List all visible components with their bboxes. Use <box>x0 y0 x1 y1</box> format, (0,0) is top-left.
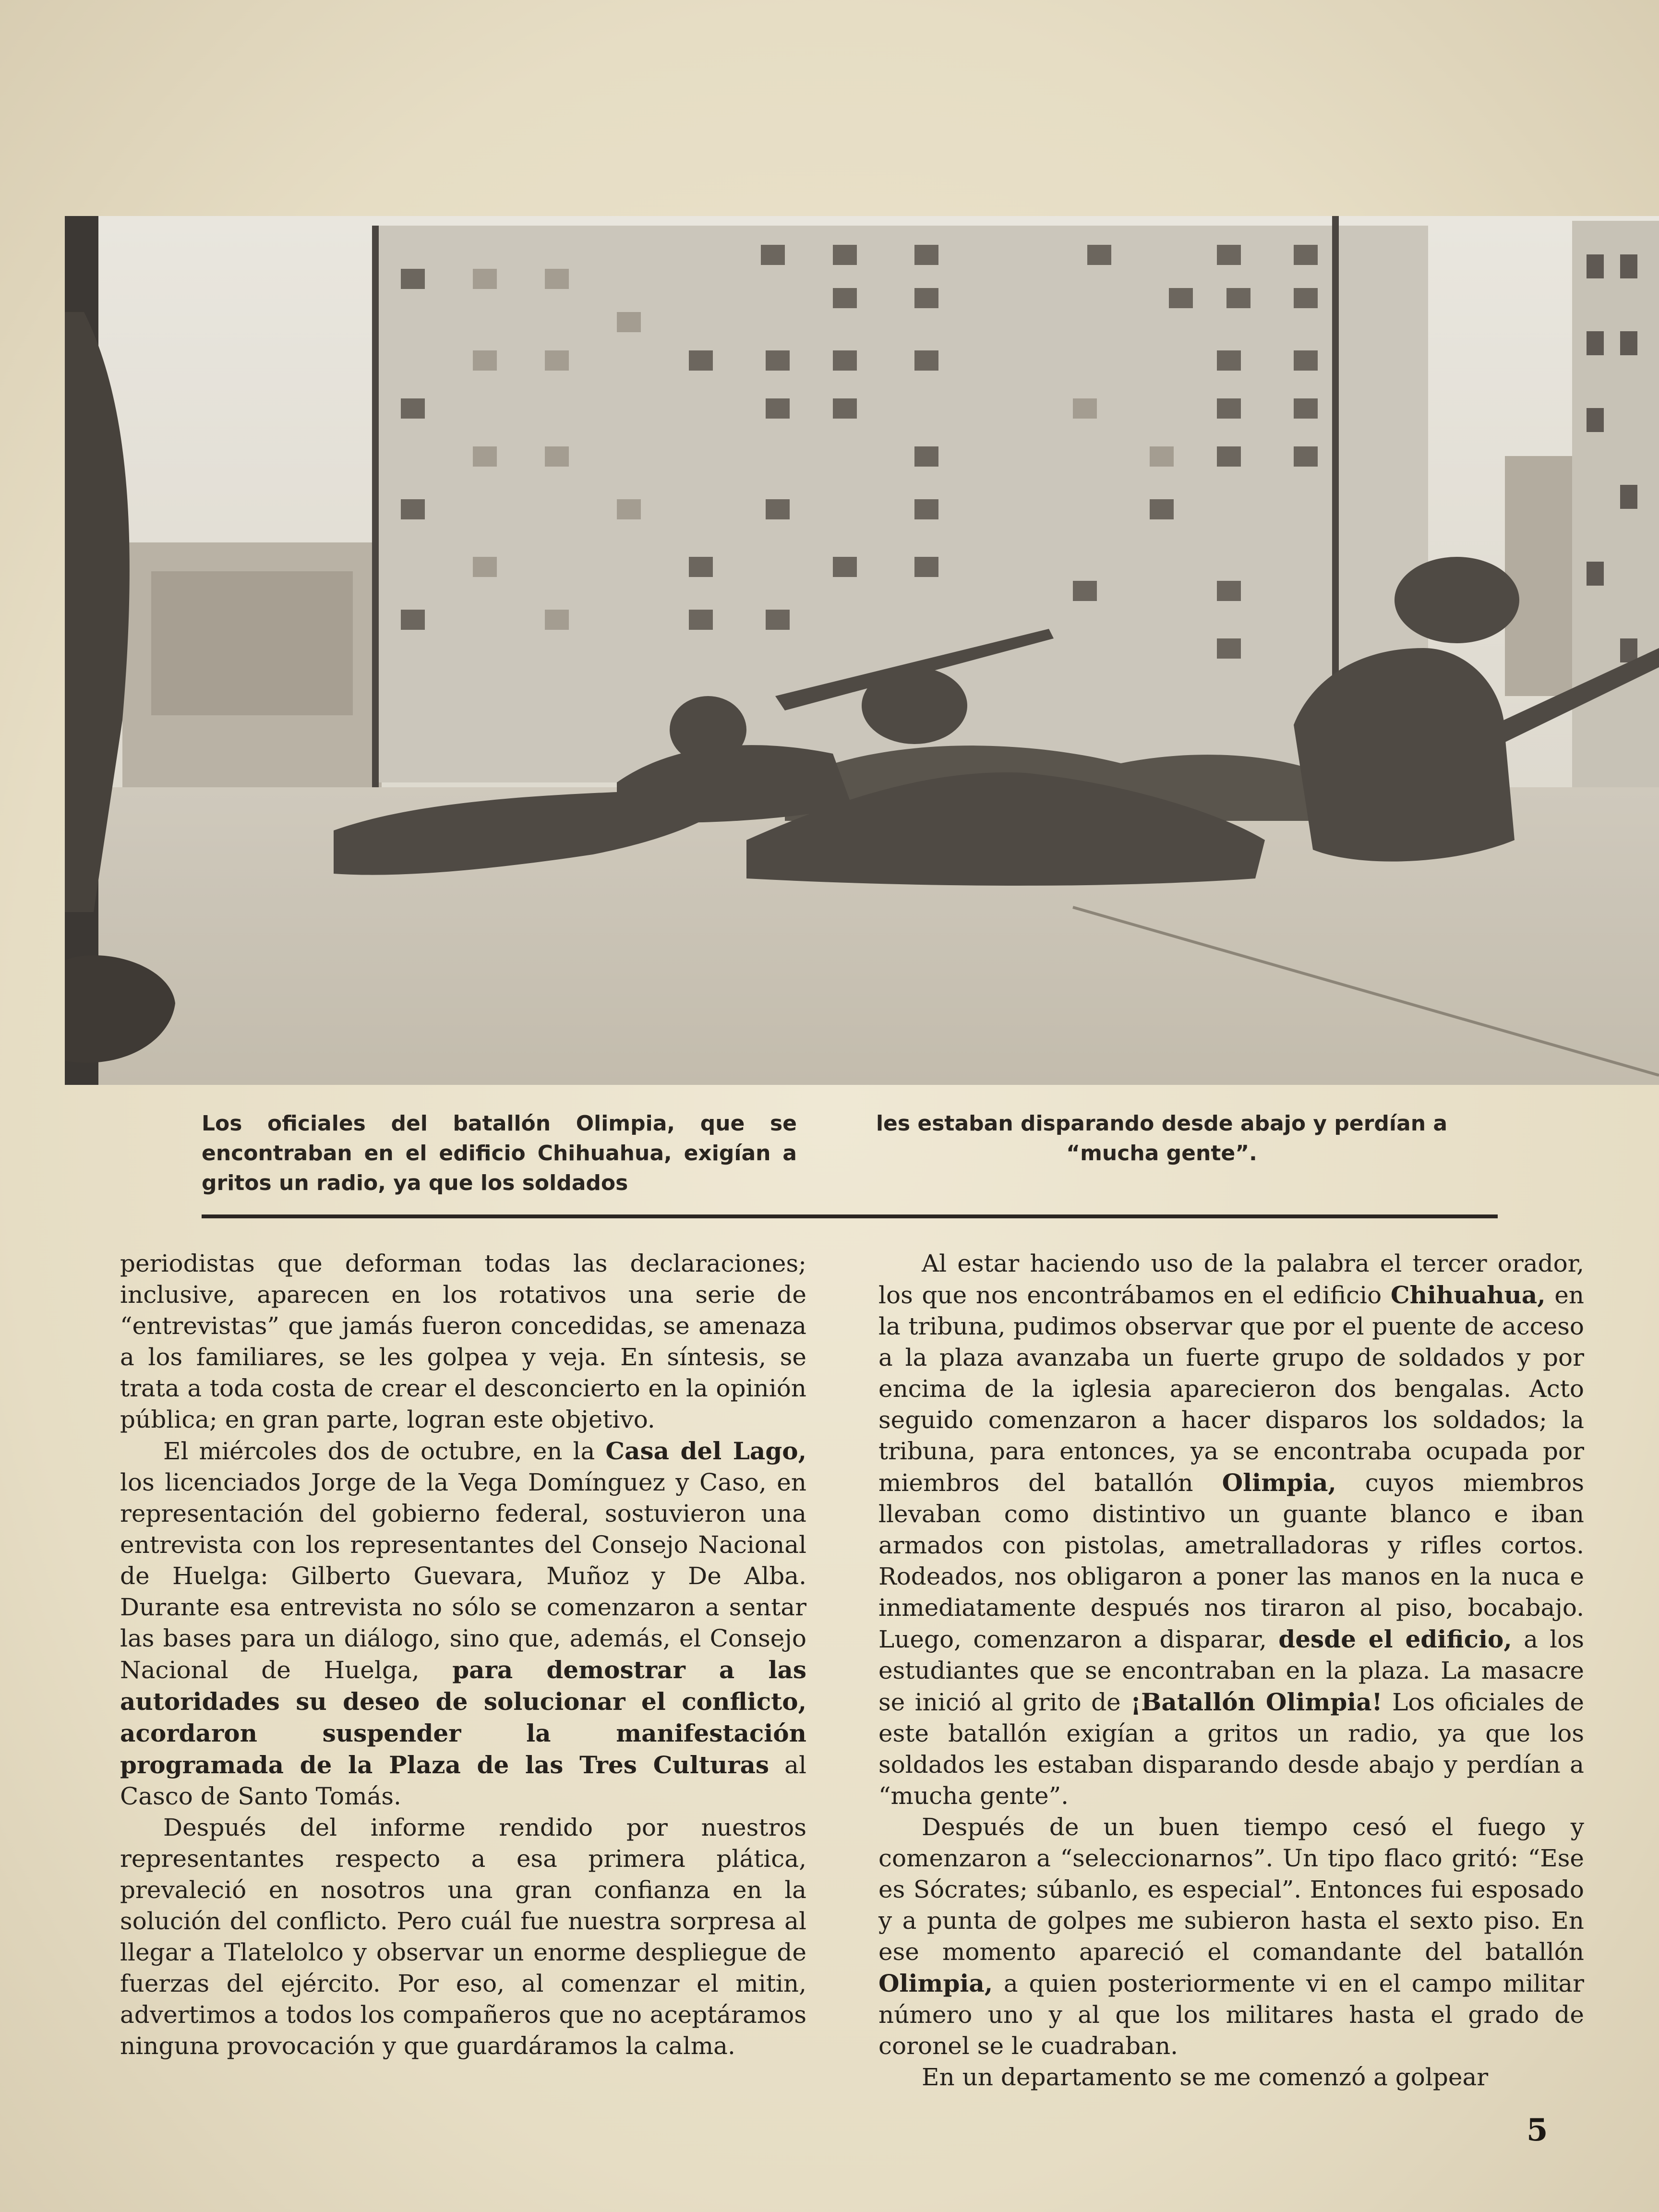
paragraph: En un departamento se me comenzó a golpear <box>922 2063 1489 2091</box>
photo-caption-right: les estaban disparando desde abajo y perdían a “mucha gente”. <box>876 1111 1448 1166</box>
horizontal-rule <box>202 1214 1498 1218</box>
paragraph: Después de un buen tiempo cesó el fuego y comenzaron a “seleccionarnos”. Un tipo flaco gritó: “Ese es Sócrates; súbanlo, es especial”. Entonces fui esposado y a punta de golpes me subieron hasta el sexto piso. En ese momento apareció el comandante del batallón Olimpia, a quien posteriormente vi en el campo militar número uno y al que los militares hasta el grado de coronel se le cuadraban. <box>878 1813 1584 2060</box>
paragraph: El miércoles dos de octubre, en la Casa del Lago, los licenciados Jorge de la Vega Domínguez y Caso, en representación del gobierno federal, sostuvieron una entrevista con los representantes del Consejo Nacional de Huelga: Gilberto Guevara, Muñoz y De Alba. Durante esa entrevista no sólo se comenzaron a sentar las bases para un diálogo, sino que, además, el Consejo Nacional de Huelga, para demostrar a las autoridades su deseo de solucionar el conflicto, acordaron suspender la manifestación programada de la Plaza de las Tres Culturas al Casco de Santo Tomás. <box>120 1437 806 1810</box>
paragraph: Al estar haciendo uso de la palabra el tercer orador, los que nos encontrábamos en el edificio Chihuahua, en la tribuna, pudimos observar que por el puente de acceso a la plaza avanzaba un fuerte grupo de soldados y por encima de la iglesia aparecieron dos bengalas. Acto seguido comenzaron a hacer disparos los soldados; la tribuna, para entonces, ya se encontraba ocupada por miembros del batallón Olimpia, cuyos miembros llevaban como distintivo un guante blanco e iban armados con pistolas, ametralladoras y rifles cortos. Rodeados, nos obligaron a poner las manos en la nuca e inmediatamente después nos tiraron al piso, bocabajo. Luego, comenzaron a disparar, desde el edificio, a los estudiantes que se encontraban en la plaza. La masacre se inició al grito de ¡Batallón Olimpia! Los oficiales de este batallón exigían a gritos un radio, ya que los soldados les estaban disparando desde abajo y perdían a “mucha gente”. <box>878 1250 1584 1810</box>
paragraph: periodistas que deforman todas las declaraciones; inclusive, aparecen en los rotativos una serie de “entrevistas” que jamás fueron concedidas, se amenaza a los familiares, se les golpea y veja. En síntesis, se trata a toda costa de crear el desconcierto en la opinión pública; en gran parte, logran este objetivo. <box>120 1250 806 1433</box>
text-column-right <box>878 1248 1584 2093</box>
text-column-left <box>120 1248 806 2062</box>
photo-caption-left: Los oficiales del batallón Olimpia, que se encontraban en el edificio Chihuahua, exigían a gritos un radio, ya que los soldados <box>202 1111 797 1195</box>
page-number: 5 <box>1527 2112 1548 2148</box>
paragraph: Después del informe rendido por nuestros representantes respecto a esa primera plática, prevaleció en nosotros una gran confianza en la solución del conflicto. Pero cuál fue nuestra sorpresa al llegar a Tlatelolco y observar un enorme despliegue de fuerzas del ejército. Por eso, al comenzar el mitin, advertimos a todos los compañeros que no aceptáramos ninguna provocación y que guardáramos la calma. <box>120 1814 806 2060</box>
photo-illustration <box>65 216 1659 1085</box>
news-photo-soldiers <box>65 216 1659 1085</box>
